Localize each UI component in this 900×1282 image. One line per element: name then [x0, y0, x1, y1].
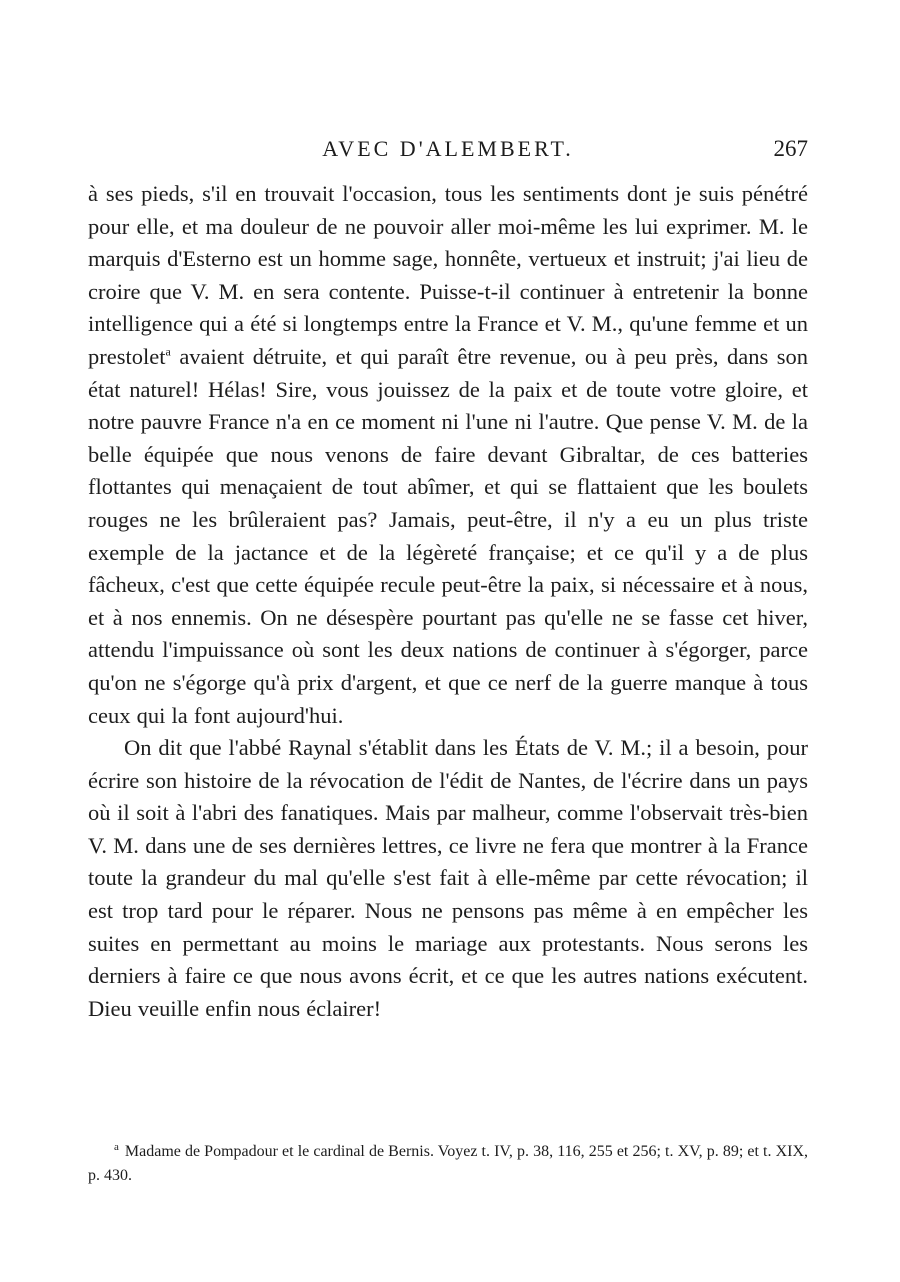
footnote	[88, 1140, 808, 1188]
running-title: AVEC D'ALEMBERT.	[322, 136, 574, 161]
body-text	[88, 178, 808, 1025]
paragraph-raynal: On dit que l'abbé Raynal s'établit dans les États de V. M.; il a besoin, pour écrire son histoire de la révocation de l'édit de Nantes, de l'écrire dans un pays où il soit à l'abri des fanatiques. Mais par malheur, comme l'observait très-bien V. M. dans une de ses dernières lettres, ce livre ne fera que montrer à la France toute la grandeur du mal qu'elle s'est fait à elle-même par cette révocation; il est trop tard pour le réparer. Nous ne pensons pas même à en empêcher les suites en permettant au moins le mariage aux protestants. Nous serons les derniers à faire ce que nous avons écrit, et ce que les autres nations exécutent. Dieu veuille enfin nous éclairer!	[88, 735, 808, 1021]
paragraph-text-part-2: avaient détruite, et qui paraît être revenue, ou à peu près, dans son état naturel! Hélas! Sire, vous jouissez de la paix et de toute votre gloire, et notre pauvre France n'a en ce moment ni l'une ni l'autre. Que pense V. M. de la belle équipée que nous venons de faire devant Gibraltar, de ces batteries flottantes qui menaçaient de tout abîmer, et qui se flattaient que les boulets rouges ne les brûleraient pas? Jamais, peut-être, il n'y a eu un plus triste exemple de la jactance et de la légèreté française; et ce qu'il y a de plus fâcheux, c'est que cette équipée recule peut-être la paix, si nécessaire et à nous, et à nos ennemis. On ne désespère pourtant pas qu'elle ne se fasse cet hiver, attendu l'impuissance où sont les deux nations de continuer à s'égorger, parce qu'on ne s'égorge qu'à prix d'argent, et que ce nerf de la guerre manque à tous ceux qui la font aujourd'hui.	[88, 343, 808, 728]
footnote-text: Madame de Pompadour et le cardinal de Bernis. Voyez t. IV, p. 38, 116, 255 et 256; t. XV, p. 89; et t. XIX, p. 430.	[88, 1143, 808, 1184]
paragraph-continued	[88, 178, 808, 732]
page-number: 267	[773, 136, 808, 161]
footnote-marker: a	[114, 1140, 119, 1153]
running-header	[88, 136, 808, 166]
paragraph-text-part-1: à ses pieds, s'il en trouvait l'occasion, tous les sentiments dont je suis pénétré pour elle, et ma douleur de ne pouvoir aller moi-même les lui exprimer. M. le marquis d'Esterno est un homme sage, honnête, vertueux et instruit; j'ai lieu de croire que V. M. en sera contente. Puisse-t-il continuer à entretenir la bonne intelligence qui a été si longtemps entre la France et V. M., qu'une femme et un prestolet	[88, 181, 808, 369]
footnote-reference: a	[165, 344, 171, 359]
